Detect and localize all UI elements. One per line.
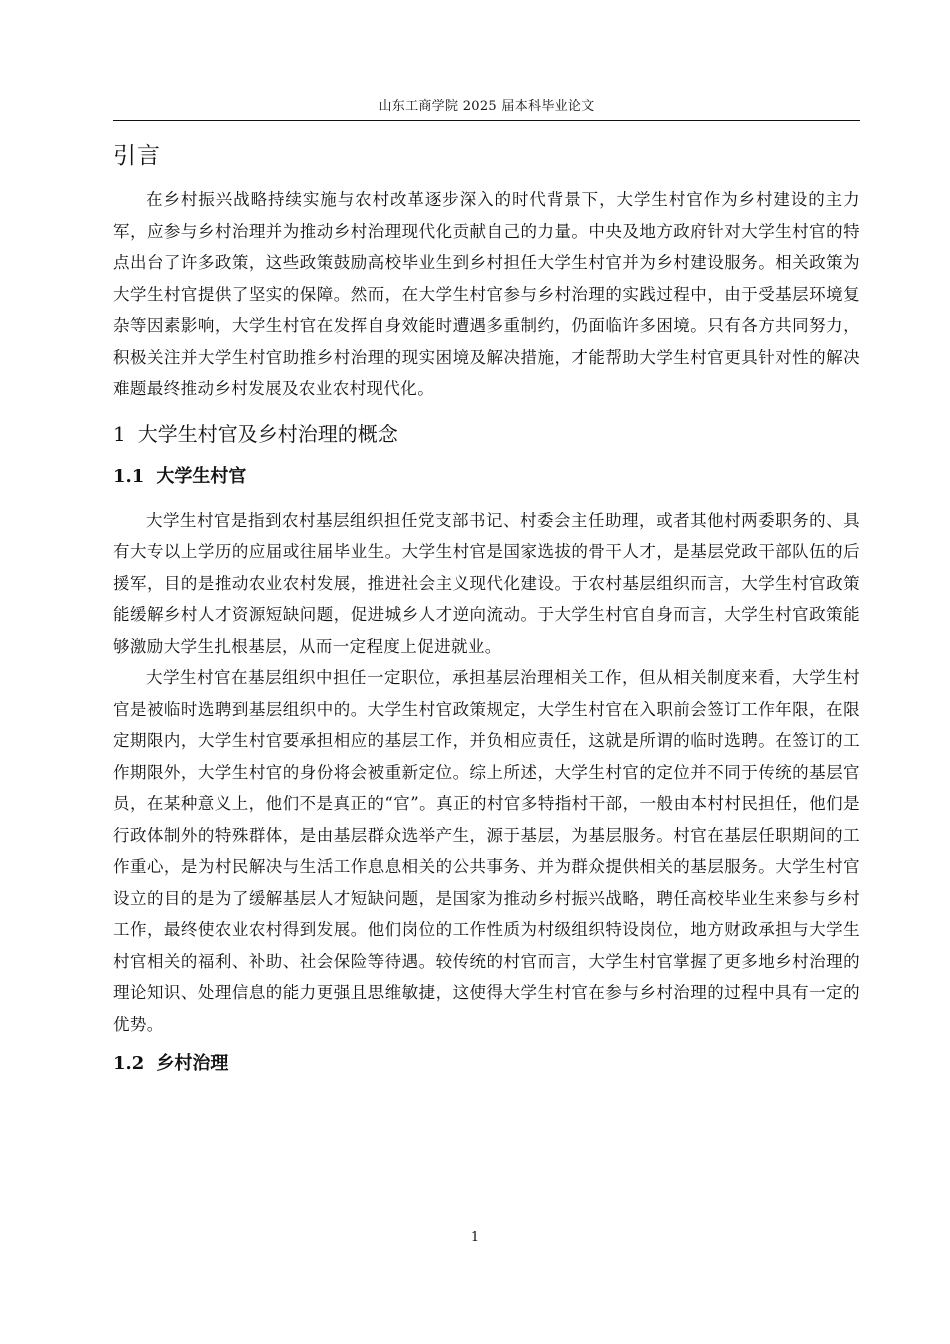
section-1-1-number: 1.1 [113,465,145,487]
intro-heading: 引言 [113,143,161,169]
section-1-1-title: 大学生村官 [156,465,247,487]
section-1-1-paragraph-2: 大学生村官在基层组织中担任一定职位，承担基层治理相关工作，但从相关制度来看，大学生村官是被临时选聘到基层组织中的。大学生村官政策规定，大学生村官在入职前会签订工作年限，在限定期限内，大学生村官要承担相应的基层工作，并负相应责任，这就是所谓的临时选聘。在签订的工作期限外，大学生村官的身份将会被重新定位。综上所述，大学生村官的定位并不同于传统的基层官员，在某种意义上，他们不是真正的“官”。真正的村官多特指村干部，一般由本村村民担任，他们是行政体制外的特殊群体，是由基层群众选举产生，源于基层，为基层服务。村官在基层任职期间的工作重心，是为村民解决与生活工作息息相关的公共事务、并为群众提供相关的基层服务。大学生村官设立的目的是为了缓解基层人才短缺问题，是国家为推动乡村振兴战略，聘任高校毕业生来参与乡村工作，最终使农业农村得到发展。他们岗位的工作性质为村级组织特设岗位，地方财政承担与大学生村官相关的福利、补助、社会保险等待遇。较传统的村官而言，大学生村官掌握了更多地乡村治理的理论知识、处理信息的能力更强且思维敏捷，这使得大学生村官在参与乡村治理的过程中具有一定的优势。 [113,668,860,1034]
chapter-1-number: 1 [113,421,126,446]
section-1-2-title: 乡村治理 [156,1053,229,1074]
running-header: 山东工商学院 2025 届本科毕业论文 [378,99,595,114]
page-content [113,138,860,1092]
chapter-1-heading [113,419,860,449]
section-1-1-paragraph-1: 大学生村官是指到农村基层组织担任党支部书记、村委会主任助理，或者其他村两委职务的、具有大专以上学历的应届或往届毕业生。大学生村官是国家选拔的骨干人才，是基层党政干部队伍的后援军，目的是推动农业农村发展，推进社会主义现代化建设。于农村基层组织而言，大学生村官政策能缓解乡村人才资源短缺问题，促进城乡人才逆向流动。于大学生村官自身而言，大学生村官政策能够激励大学生扎根基层，从而一定程度上促进就业。 [113,510,860,656]
section-1-1-heading [113,463,860,491]
chapter-1-title: 大学生村官及乡村治理的概念 [137,421,398,446]
section-1-2-heading [113,1050,860,1078]
intro-paragraph: 在乡村振兴战略持续实施与农村改革逐步深入的时代背景下，大学生村官作为乡村建设的主力军，应参与乡村治理并为推动乡村治理现代化贡献自己的力量。中央及地方政府针对大学生村官的特点出台了许多政策，这些政策鼓励高校毕业生到乡村担任大学生村官并为乡村建设服务。相关政策为大学生村官提供了坚实的保障。然而，在大学生村官参与乡村治理的实践过程中，由于受基层环境复杂等因素影响，大学生村官在发挥自身效能时遭遇多重制约，仍面临许多困境。只有各方共同努力，积极关注并大学生村官助推乡村治理的现实困境及解决措施，才能帮助大学生村官更具针对性的解决难题最终推动乡村发展及农业农村现代化。 [113,190,860,398]
page-number: 1 [470,1230,480,1245]
section-1-2-number: 1.2 [113,1053,145,1074]
header-rule [113,120,860,121]
